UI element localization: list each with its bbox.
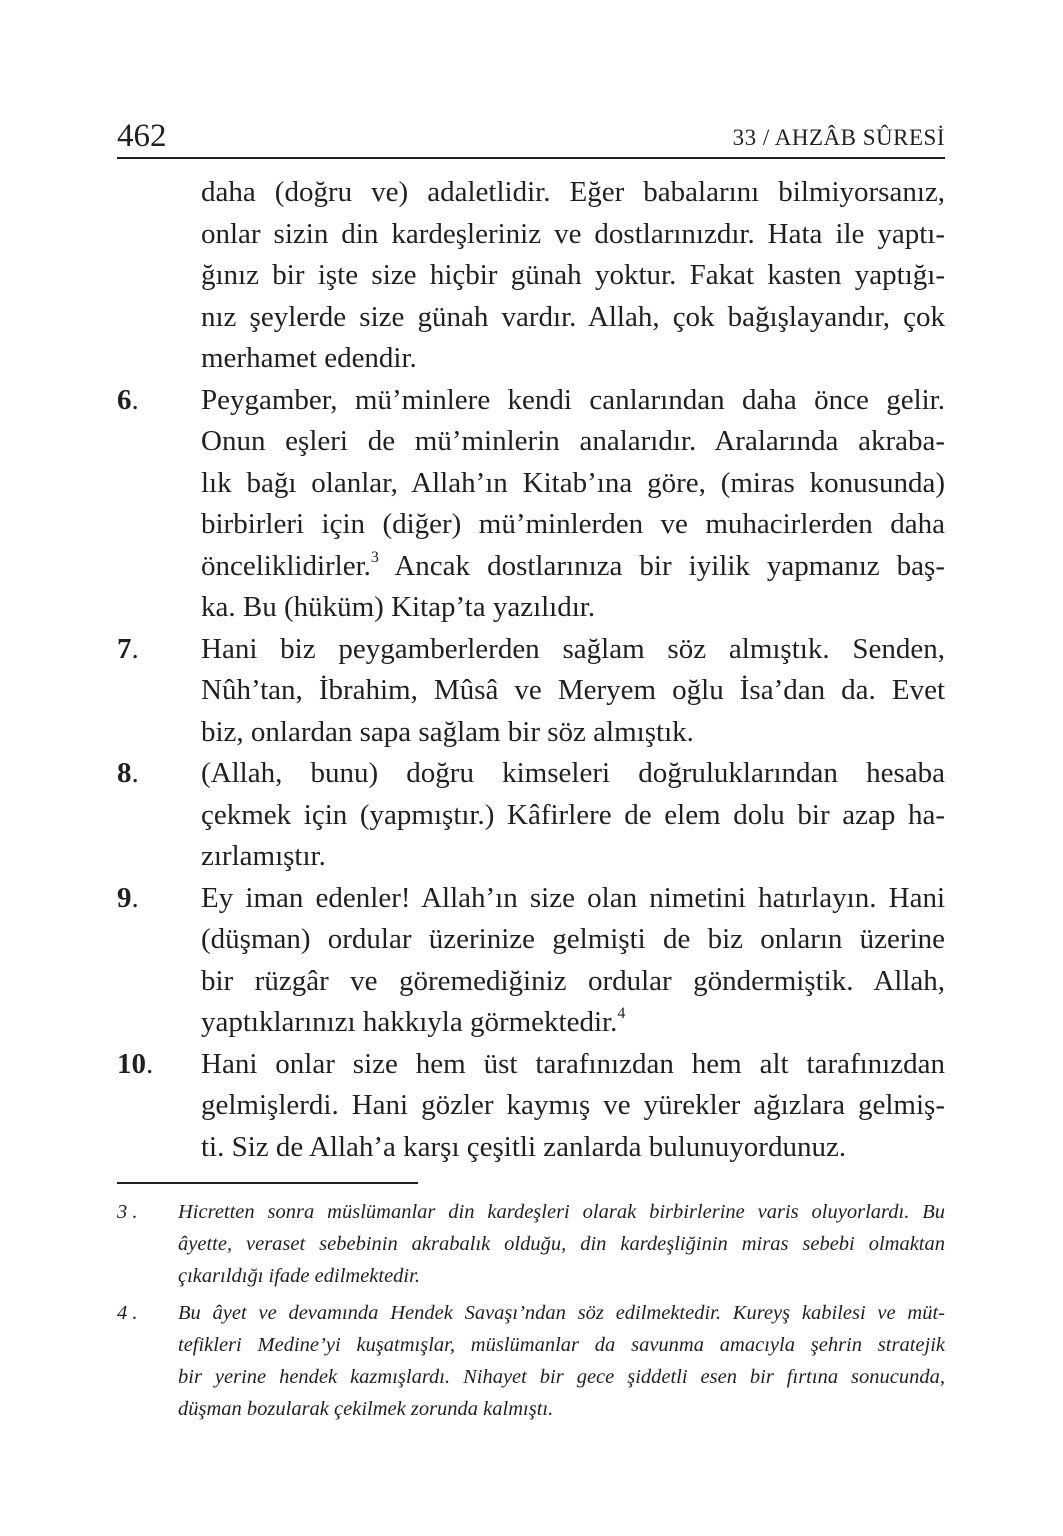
footnote-line: tefikleri Medine’yi kuşatmışlar, müslümanlar da savunma amacıyla şehrin stratejik xyxy=(178,1334,945,1356)
footnote-line: bir yerine hendek kazmışlardı. Nihayet bir gece şiddetli esen bir fırtına sonucunda, xyxy=(178,1366,945,1388)
text-line: lık bağı olanlar, Allah’ın Kitab’ına göre, (miras konusunda) xyxy=(201,466,945,499)
text-line: ğınız bir işte size hiçbir günah yoktur. Fakat kasten yaptığı- xyxy=(201,259,945,291)
verse-8 xyxy=(117,753,945,878)
footnote-4 xyxy=(117,1297,945,1425)
footnote-number: 3 . xyxy=(117,1201,138,1223)
page-number: 462 xyxy=(117,118,167,154)
verse-number: 10. xyxy=(117,1047,154,1080)
footnote-line: çıkarıldığı ifade edilmektedir. xyxy=(178,1265,420,1287)
text-line: bir rüzgâr ve göremediğiniz ordular göndermiştik. Allah, xyxy=(201,964,945,997)
footnote-line: âyette, veraset sebebinin akrabalık olduğu, din kardeşliğinin miras sebebi olmaktan xyxy=(178,1233,945,1255)
text-line: Peygamber, mü’minlere kendi canlarından daha önce gelir. xyxy=(201,383,945,416)
text-line: Hani biz peygamberlerden sağlam söz almıştık. Senden, xyxy=(201,632,945,665)
text-line-with-footnote: yaptıklarınızı hakkıyla görmektedir.$^4$ xyxy=(201,1005,626,1038)
text-line: ka. Bu (hüküm) Kitap’ta yazılıdır. xyxy=(201,591,596,623)
text-line: zırlamıştır. xyxy=(201,840,326,872)
verse-6 xyxy=(117,380,945,629)
text-line: Ey iman edenler! Allah’ın size olan nimetini hatırlayın. Hani xyxy=(201,881,945,914)
footnote-3 xyxy=(117,1196,945,1292)
verse-number: 6. xyxy=(117,383,139,416)
footnote-line: düşman bozularak çekilmek zorunda kalmıştı. xyxy=(178,1398,554,1420)
continuation-paragraph xyxy=(117,172,945,380)
text-line: Hani onlar size hem üst tarafınızdan hem alt tarafınızdan xyxy=(201,1047,945,1080)
text-line: birbirleri için (diğer) mü’minlerden ve muhacirlerden daha xyxy=(201,508,945,540)
text-line: merhamet edendir. xyxy=(201,342,417,374)
page-header xyxy=(117,118,945,158)
verse-number: 7. xyxy=(117,632,139,665)
verse-9 xyxy=(117,878,945,1044)
footnote-ref-4: 4 xyxy=(617,1005,626,1022)
footnote-number: 4 . xyxy=(117,1302,138,1324)
text-line: Nûh’tan, İbrahim, Mûsâ ve Meryem oğlu İsa’dan da. Evet xyxy=(201,674,945,706)
text-line-with-footnote: önceliklidirler.$^3$ Ancak dostlarınıza bir iyilik yapmanız baş- xyxy=(201,548,945,582)
text-line: Onun eşleri de mü’minlerin analarıdır. Aralarında akraba- xyxy=(201,425,945,457)
running-title: 33 / AHZÂB SÛRESİ xyxy=(732,125,945,150)
footnote-line: Hicretten sonra müslümanlar din kardeşleri olarak birbirlerine varis oluyorlardı. Bu xyxy=(178,1201,945,1223)
text-line: nız şeylerde size günah vardır. Allah, çok bağışlayandır, çok xyxy=(201,300,945,333)
text-line: gelmişlerdi. Hani gözler kaymış ve yürekler ağızlara gelmiş- xyxy=(201,1089,945,1121)
text-line: (Allah, bunu) doğru kimseleri doğruluklarından hesaba xyxy=(201,757,945,789)
verse-number: 9. xyxy=(117,881,139,914)
footnote-line: Bu âyet ve devamında Hendek Savaşı’ndan söz edilmektedir. Kureyş kabilesi ve müt- xyxy=(178,1302,945,1324)
verse-10 xyxy=(117,1044,945,1169)
text-line: biz, onlardan sapa sağlam bir söz almıştık. xyxy=(201,715,694,748)
text-line: (düşman) ordular üzerinize gelmişti de biz onların üzerine xyxy=(201,923,945,955)
text-line: çekmek için (yapmıştır.) Kâfirlere de elem dolu bir azap ha- xyxy=(201,798,945,831)
verse-number: 8. xyxy=(117,757,139,789)
verse-7 xyxy=(117,629,945,754)
text-line: ti. Siz de Allah’a karşı çeşitli zanlarda bulunuyordunuz. xyxy=(201,1130,847,1163)
text-line: daha (doğru ve) adaletlidir. Eğer babalarını bilmiyorsanız, xyxy=(201,176,945,208)
main-text xyxy=(117,172,945,1168)
footnote-ref-3: 3 xyxy=(370,548,379,566)
footnotes xyxy=(117,1196,945,1430)
text-line: onlar sizin din kardeşleriniz ve dostlarınızdır. Hata ile yaptı- xyxy=(201,217,945,250)
footnote-rule xyxy=(117,1182,418,1184)
header-rule xyxy=(117,157,945,159)
